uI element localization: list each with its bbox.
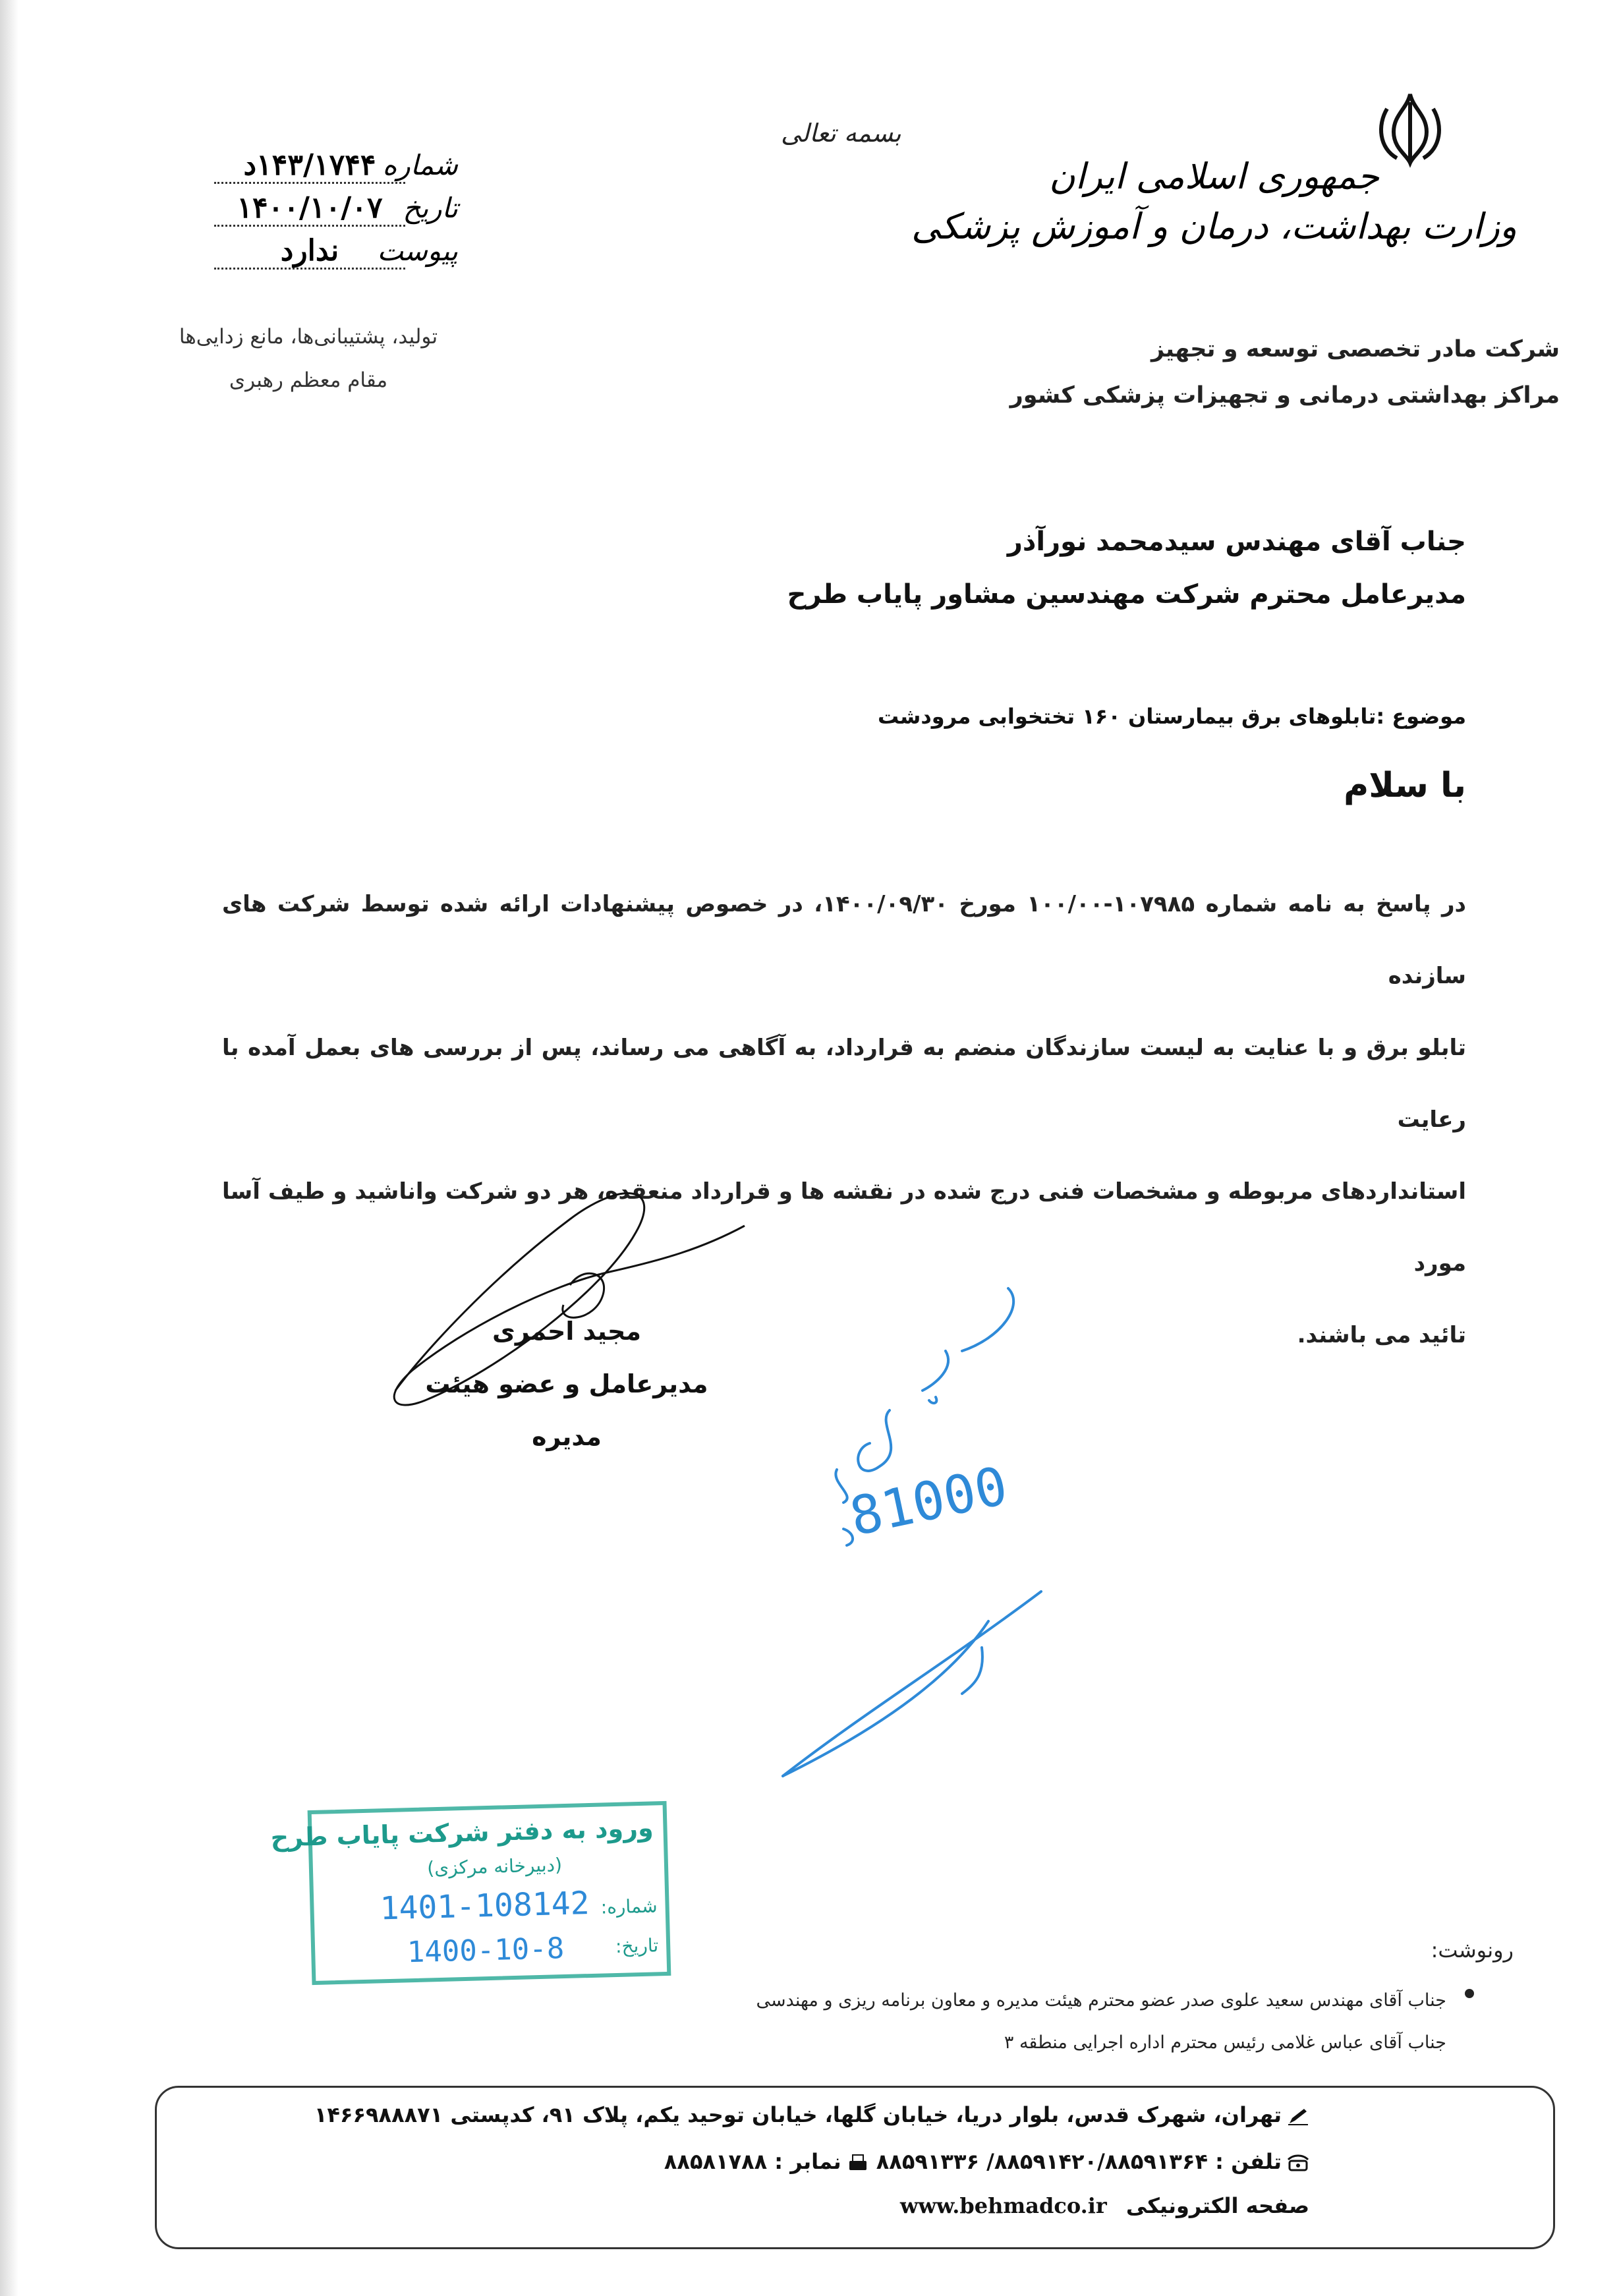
subject-line: موضوع :تابلوهای برق بیمارستان ۱۶۰ تختخوابی مرودشت [877,704,1466,729]
footer-address: تهران، شهرک قدس، بلوار دریا، خیابان گلها، خیابان توحید یکم، پلاک ۹۱، کدپستی ۱۴۶۶۹۸۸۸۷۱ [314,2102,1282,2127]
signature-block [409,1305,725,1463]
body-line: تابلو برق و با عنایت به لیست سازندگان منضم به قرارداد، به آگاهی می رساند، پس از بررسی های بعمل آمده با رعایت [222,1035,1466,1133]
body-line: در پاسخ به نامه شماره ۱۰۷۹۸۵-۱۰۰/۰۰ مورخ ۱۴۰۰/۰۹/۳۰، در خصوص پیشنهادات ارائه شده توسط شرکت های سازنده [222,891,1466,989]
ministry-line2: وزارت بهداشت، درمان و آموزش پزشکی [911,206,1517,247]
pen-icon [1287,2106,1309,2126]
stamp-date-label: تاریخ: [615,1934,659,1958]
footer-phone-line [664,2149,1309,2174]
meta-number-value: ۱۴۳/۱۷۴۴د [214,148,405,184]
footer-phone-value: ۸۸۵۹۱۴۲۰/۸۸۵۹۱۳۶۴/ ۸۸۵۹۱۳۳۶ [876,2149,1208,2174]
ministry-line1: جمهوری اسلامی ایران [1049,156,1380,197]
stamp-title: ورود به دفتر شرکت پایاب طرح [270,1813,654,1852]
ministry-heading [911,152,1517,252]
letter-meta [214,148,458,277]
recipient-line1: جناب آقای مهندس سیدمحمد نورآذر [1007,527,1466,557]
footer-address-line [314,2102,1309,2127]
handwritten-note-value: 81000 [844,1454,1013,1548]
cc-title: رونوشت: [1431,1937,1514,1963]
stamp-subtitle: (دبیرخانه مرکزی) [426,1854,563,1880]
cc-bullet [1465,1989,1474,1998]
cc-item: جناب آقای مهندس سعید علوی صدر عضو محترم هیئت مدیره و معاون برنامه ریزی و مهندسی [756,1990,1446,2011]
footer-phone-label: تلفن : [1215,2149,1282,2174]
cc-item: جناب آقای عباس غلامی رئیس محترم اداره اجرایی منطقه ۳ [1004,2032,1446,2053]
slogan-line2: مقام معظم رهبری [229,368,388,392]
footer-box [155,2086,1555,2249]
phone-icon [1287,2153,1309,2173]
meta-date-label: تاریخ [403,192,458,224]
slogan [170,315,447,402]
signer-title: مدیرعامل و عضو هیئت مدیره [425,1369,708,1451]
company-line2: مراکز بهداشتی درمانی و تجهیزات پزشکی کشور [1009,382,1560,409]
meta-date-value: ۱۴۰۰/۱۰/۰۷ [214,191,405,227]
handwritten-note [764,1252,1107,1779]
meta-number-label: شماره [382,149,458,181]
meta-date-row [214,191,458,234]
cc-list [756,1980,1446,2064]
slogan-line1: تولید، پشتیبانی‌ها، مانع زدایی‌ها [179,325,438,349]
stamp-number-value: 1401-108142 [379,1885,590,1928]
recipient [787,515,1466,621]
footer-website-line [900,2193,1309,2218]
company-line1: شرکت مادر تخصصی توسعه و تجهیز [1151,336,1560,362]
meta-attachment-value: ندارد [214,234,405,270]
signer-name: مجید احمری [492,1317,641,1346]
footer-fax-value: ۸۸۵۸۱۷۸۸ [664,2149,768,2174]
fax-icon [847,2153,869,2173]
footer-website-label: صفحه الکترونیکی [1125,2193,1309,2218]
greeting: با سلام [1344,766,1466,805]
stamp-number-label: شماره: [600,1895,658,1918]
footer-fax-label: نمابر : [774,2149,841,2174]
body-line: استانداردهای مربوطه و مشخصات فنی درج شده در نقشه ها و قرارداد منعقده، هر دو شرکت واناشید و طیف آسا مورد [222,1178,1466,1277]
meta-number-row [214,148,458,191]
meta-attachment-row [214,234,458,277]
recipient-line2: مدیرعامل محترم شرکت مهندسین مشاور پایاب طرح [787,579,1466,610]
entry-stamp [270,1801,671,1985]
footer-website-link[interactable]: www.behmadco.ir [899,2193,1107,2218]
stamp-date-value: 1400-10-8 [407,1932,565,1970]
basmala: بسمه تعالی [781,119,901,148]
scan-edge [0,0,18,2296]
company-name [1010,326,1560,418]
meta-attachment-label: پیوست [377,235,458,267]
body-line: تائید می باشند. [1297,1322,1466,1348]
